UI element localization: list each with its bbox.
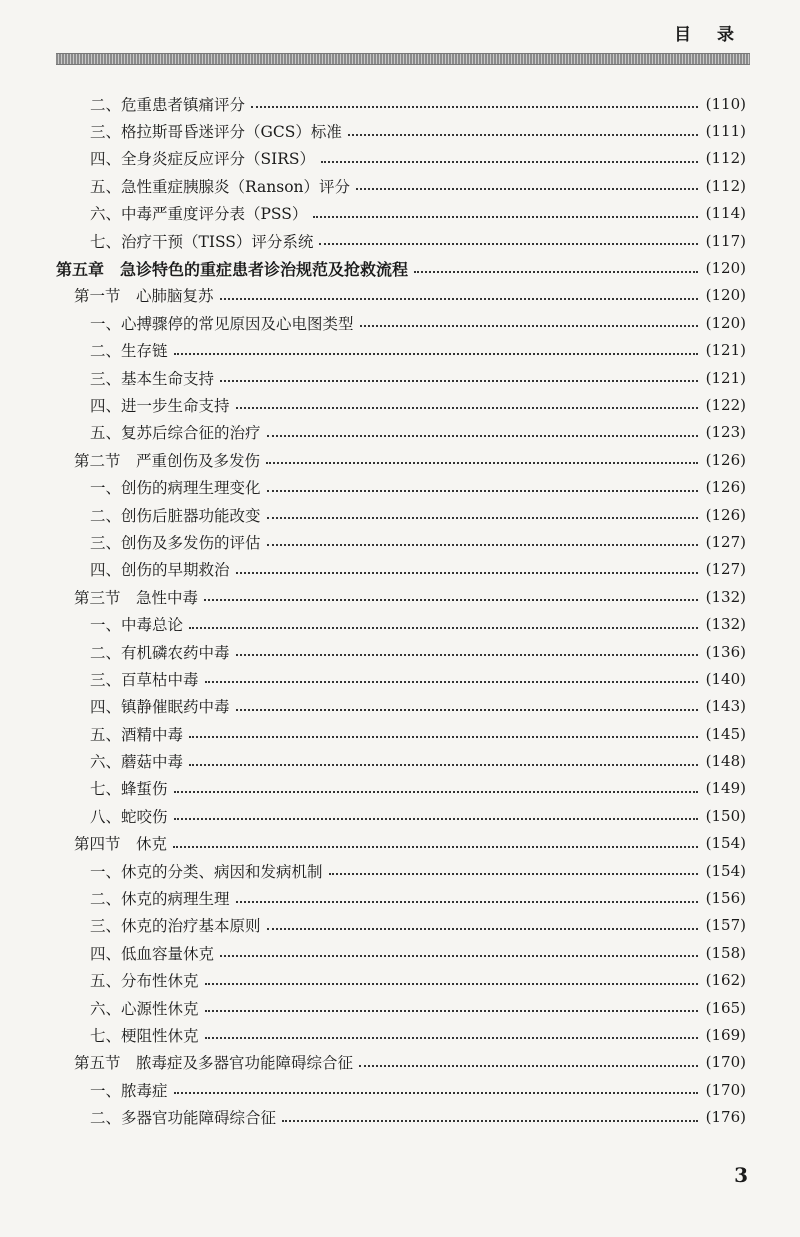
toc-item bbox=[56, 364, 746, 391]
toc-item bbox=[56, 473, 746, 500]
toc-item bbox=[56, 309, 746, 336]
toc-entry-title: 七、蜂蜇伤 bbox=[90, 780, 168, 799]
toc-item bbox=[56, 337, 746, 364]
table-of-contents bbox=[56, 90, 746, 1131]
toc-entry-title: 四、镇静催眠药中毒 bbox=[90, 698, 230, 717]
toc-entry-title: 二、多器官功能障碍综合征 bbox=[90, 1109, 277, 1128]
toc-entry-title: 二、生存链 bbox=[90, 342, 168, 361]
toc-entry-page: (158) bbox=[705, 943, 746, 962]
dot-leader bbox=[220, 379, 698, 382]
toc-item bbox=[56, 610, 746, 637]
toc-item bbox=[56, 857, 746, 884]
dot-leader bbox=[359, 1064, 698, 1067]
toc-entry-page: (127) bbox=[705, 532, 746, 551]
dot-leader bbox=[220, 297, 698, 300]
toc-entry-page: (149) bbox=[705, 779, 746, 798]
toc-entry-title: 六、心源性休克 bbox=[90, 999, 199, 1018]
dot-leader bbox=[174, 1091, 698, 1094]
dot-leader bbox=[236, 406, 698, 409]
toc-entry-title: 第一节 心肺脑复苏 bbox=[74, 287, 214, 306]
toc-entry-title: 三、格拉斯哥昏迷评分（GCS）标准 bbox=[90, 123, 342, 142]
toc-item bbox=[56, 994, 746, 1021]
toc-entry-page: (170) bbox=[705, 1053, 746, 1072]
toc-item bbox=[56, 802, 746, 829]
dot-leader bbox=[267, 489, 698, 492]
toc-entry-title: 六、蘑菇中毒 bbox=[90, 753, 184, 772]
dot-leader bbox=[173, 845, 698, 848]
dot-leader bbox=[174, 790, 698, 793]
toc-entry-page: (150) bbox=[705, 806, 746, 825]
toc-entry-title: 五、急性重症胰腺炎（Ranson）评分 bbox=[90, 177, 351, 196]
toc-entry-title: 七、梗阻性休克 bbox=[90, 1026, 199, 1045]
toc-entry-title: 第四节 休克 bbox=[74, 835, 168, 854]
toc-entry-title: 三、百草枯中毒 bbox=[90, 670, 199, 689]
toc-entry-page: (121) bbox=[705, 341, 746, 360]
toc-item bbox=[56, 884, 746, 911]
header-divider bbox=[56, 53, 750, 65]
toc-entry-title: 二、休克的病理生理 bbox=[90, 890, 230, 909]
toc-entry-title: 一、脓毒症 bbox=[90, 1081, 168, 1100]
toc-item bbox=[56, 145, 746, 172]
toc-entry-page: (132) bbox=[705, 615, 746, 634]
toc-item bbox=[56, 90, 746, 117]
toc-item bbox=[56, 501, 746, 528]
toc-item bbox=[56, 665, 746, 692]
dot-leader bbox=[236, 900, 698, 903]
toc-item bbox=[56, 693, 746, 720]
toc-item bbox=[56, 556, 746, 583]
toc-entry-title: 二、危重患者镇痛评分 bbox=[90, 95, 246, 114]
toc-entry-page: (123) bbox=[705, 423, 746, 442]
toc-chapter bbox=[56, 254, 746, 281]
dot-leader bbox=[205, 1036, 698, 1039]
toc-entry-page: (111) bbox=[705, 122, 746, 141]
dot-leader bbox=[236, 571, 698, 574]
toc-item bbox=[56, 1076, 746, 1103]
toc-entry-title: 一、心搏骤停的常见原因及心电图类型 bbox=[90, 314, 354, 333]
dot-leader bbox=[189, 735, 698, 738]
toc-entry-title: 一、休克的分类、病因和发病机制 bbox=[90, 862, 323, 881]
toc-item bbox=[56, 172, 746, 199]
toc-entry-page: (117) bbox=[705, 231, 746, 250]
toc-entry-page: (148) bbox=[705, 752, 746, 771]
toc-item bbox=[56, 419, 746, 446]
toc-entry-page: (127) bbox=[705, 560, 746, 579]
dot-leader bbox=[267, 927, 698, 930]
dot-leader bbox=[266, 461, 698, 464]
dot-leader bbox=[236, 708, 698, 711]
dot-leader bbox=[189, 763, 698, 766]
toc-entry-page: (176) bbox=[705, 1108, 746, 1127]
toc-entry-title: 第二节 严重创伤及多发伤 bbox=[74, 451, 261, 470]
toc-entry-title: 第五节 脓毒症及多器官功能障碍综合征 bbox=[74, 1054, 354, 1073]
toc-entry-page: (157) bbox=[705, 916, 746, 935]
toc-item bbox=[56, 200, 746, 227]
dot-leader bbox=[329, 872, 698, 875]
toc-section bbox=[56, 830, 746, 857]
toc-entry-page: (110) bbox=[705, 94, 746, 113]
dot-leader bbox=[189, 626, 698, 629]
toc-entry-page: (112) bbox=[705, 149, 746, 168]
toc-item bbox=[56, 528, 746, 555]
toc-entry-title: 七、治疗干预（TISS）评分系统 bbox=[90, 232, 314, 251]
dot-leader bbox=[267, 516, 698, 519]
toc-entry-page: (143) bbox=[705, 697, 746, 716]
toc-entry-title: 一、中毒总论 bbox=[90, 616, 184, 635]
toc-entry-page: (132) bbox=[705, 587, 746, 606]
toc-entry-page: (154) bbox=[705, 834, 746, 853]
toc-entry-title: 二、有机磷农药中毒 bbox=[90, 643, 230, 662]
toc-entry-title: 一、创伤的病理生理变化 bbox=[90, 479, 261, 498]
toc-entry-page: (122) bbox=[705, 395, 746, 414]
dot-leader bbox=[282, 1119, 698, 1122]
toc-entry-title: 第五章 急诊特色的重症患者诊治规范及抢救流程 bbox=[56, 259, 409, 279]
dot-leader bbox=[174, 352, 698, 355]
toc-entry-title: 五、酒精中毒 bbox=[90, 725, 184, 744]
dot-leader bbox=[267, 543, 698, 546]
dot-leader bbox=[414, 270, 698, 273]
toc-item bbox=[56, 967, 746, 994]
toc-entry-page: (121) bbox=[705, 368, 746, 387]
toc-item bbox=[56, 939, 746, 966]
toc-entry-page: (156) bbox=[705, 889, 746, 908]
toc-item bbox=[56, 747, 746, 774]
toc-entry-page: (120) bbox=[705, 259, 746, 278]
dot-leader bbox=[356, 187, 698, 190]
toc-entry-title: 四、全身炎症反应评分（SIRS） bbox=[90, 150, 316, 169]
toc-item bbox=[56, 117, 746, 144]
toc-section bbox=[56, 1049, 746, 1076]
dot-leader bbox=[205, 1009, 698, 1012]
dot-leader bbox=[360, 324, 698, 327]
toc-entry-page: (120) bbox=[705, 313, 746, 332]
toc-entry-page: (114) bbox=[705, 204, 746, 223]
dot-leader bbox=[267, 434, 698, 437]
dot-leader bbox=[321, 160, 698, 163]
toc-entry-page: (154) bbox=[705, 861, 746, 880]
dot-leader bbox=[220, 954, 698, 957]
toc-item bbox=[56, 391, 746, 418]
dot-leader bbox=[348, 133, 698, 136]
toc-entry-title: 第三节 急性中毒 bbox=[74, 588, 199, 607]
toc-item bbox=[56, 720, 746, 747]
toc-entry-page: (145) bbox=[705, 724, 746, 743]
toc-section bbox=[56, 282, 746, 309]
toc-item bbox=[56, 1021, 746, 1048]
toc-entry-page: (126) bbox=[705, 450, 746, 469]
toc-entry-page: (126) bbox=[705, 478, 746, 497]
dot-leader bbox=[313, 215, 697, 218]
dot-leader bbox=[205, 982, 698, 985]
toc-entry-page: (165) bbox=[705, 998, 746, 1017]
toc-section bbox=[56, 583, 746, 610]
toc-entry-page: (169) bbox=[705, 1025, 746, 1044]
toc-item bbox=[56, 912, 746, 939]
toc-entry-title: 三、休克的治疗基本原则 bbox=[90, 917, 261, 936]
toc-entry-title: 六、中毒严重度评分表（PSS） bbox=[90, 205, 308, 224]
toc-entry-page: (120) bbox=[705, 286, 746, 305]
toc-entry-title: 二、创伤后脏器功能改变 bbox=[90, 506, 261, 525]
toc-entry-title: 五、复苏后综合征的治疗 bbox=[90, 424, 261, 443]
page-header bbox=[0, 0, 800, 70]
dot-leader bbox=[174, 817, 698, 820]
toc-entry-page: (126) bbox=[705, 505, 746, 524]
toc-entry-title: 三、创伤及多发伤的评估 bbox=[90, 533, 261, 552]
toc-entry-title: 四、创伤的早期救治 bbox=[90, 561, 230, 580]
dot-leader bbox=[251, 105, 698, 108]
toc-entry-page: (170) bbox=[705, 1080, 746, 1099]
page-number: 3 bbox=[734, 1163, 748, 1187]
toc-entry-page: (112) bbox=[705, 176, 746, 195]
toc-item bbox=[56, 638, 746, 665]
toc-entry-title: 五、分布性休克 bbox=[90, 972, 199, 991]
toc-item bbox=[56, 1103, 746, 1130]
dot-leader bbox=[204, 598, 698, 601]
toc-item bbox=[56, 775, 746, 802]
dot-leader bbox=[236, 653, 698, 656]
toc-entry-title: 八、蛇咬伤 bbox=[90, 807, 168, 826]
toc-entry-page: (140) bbox=[705, 669, 746, 688]
dot-leader bbox=[205, 680, 698, 683]
header-title: 目 录 bbox=[674, 25, 744, 45]
dot-leader bbox=[319, 242, 697, 245]
toc-entry-title: 四、低血容量休克 bbox=[90, 944, 215, 963]
toc-item bbox=[56, 227, 746, 254]
toc-entry-title: 三、基本生命支持 bbox=[90, 369, 215, 388]
toc-section bbox=[56, 446, 746, 473]
toc-entry-title: 四、进一步生命支持 bbox=[90, 396, 230, 415]
toc-entry-page: (136) bbox=[705, 642, 746, 661]
toc-entry-page: (162) bbox=[705, 971, 746, 990]
